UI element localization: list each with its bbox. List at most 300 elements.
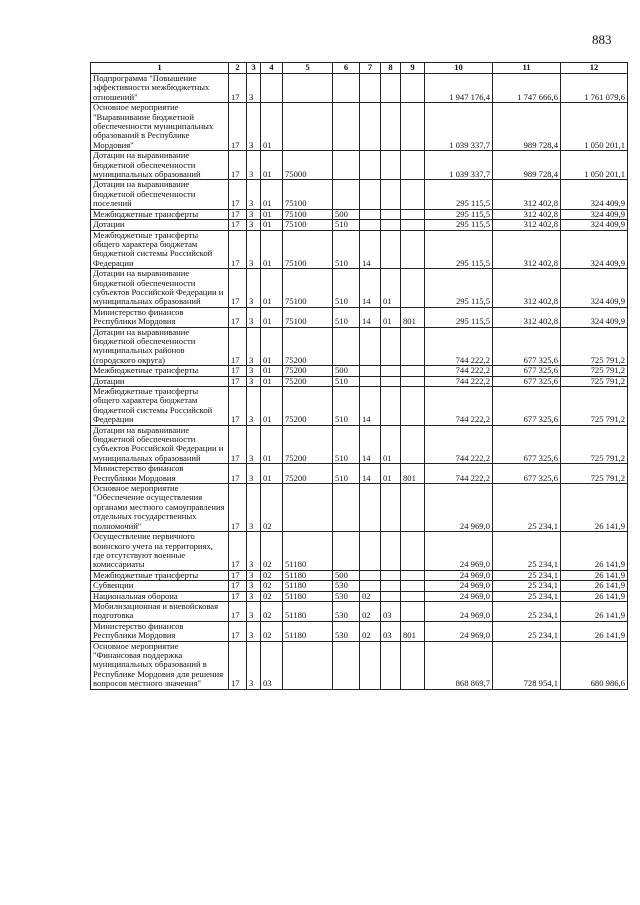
code-4-cell: 01 — [261, 103, 283, 151]
code-5-cell: 75000 — [283, 151, 333, 180]
value-2021-cell: 725 791,2 — [561, 327, 628, 366]
code-9-cell — [401, 641, 425, 689]
code-9-cell — [401, 327, 425, 366]
code-8-cell — [381, 376, 401, 386]
code-6-cell — [333, 532, 360, 571]
value-2020-cell: 312 402,8 — [493, 307, 561, 327]
code-9-cell: 801 — [401, 621, 425, 641]
code-7-cell: 14 — [360, 230, 381, 269]
code-5-cell: 75100 — [283, 209, 333, 219]
table-row — [91, 307, 628, 327]
column-header-8: 8 — [381, 63, 401, 74]
code-7-cell: 02 — [360, 621, 381, 641]
value-2019-cell: 868 869,7 — [425, 641, 493, 689]
code-8-cell — [381, 366, 401, 376]
value-2021-cell: 725 791,2 — [561, 464, 628, 484]
code-3-cell: 3 — [247, 532, 261, 571]
code-3-cell: 3 — [247, 103, 261, 151]
table-row — [91, 269, 628, 308]
code-2-cell: 17 — [229, 641, 247, 689]
code-9-cell — [401, 366, 425, 376]
code-3-cell: 3 — [247, 464, 261, 484]
value-2020-cell: 677 325,6 — [493, 387, 561, 426]
row-name-cell: Межбюджетные трансферты — [91, 209, 229, 219]
value-2019-cell: 24 969,0 — [425, 484, 493, 532]
code-7-cell — [360, 103, 381, 151]
code-2-cell: 17 — [229, 230, 247, 269]
code-4-cell: 01 — [261, 464, 283, 484]
value-2020-cell: 25 234,1 — [493, 581, 561, 591]
value-2021-cell: 680 986,6 — [561, 641, 628, 689]
row-name-cell: Субвенции — [91, 581, 229, 591]
code-9-cell: 801 — [401, 307, 425, 327]
table-row — [91, 230, 628, 269]
code-3-cell: 3 — [247, 209, 261, 219]
code-5-cell: 75200 — [283, 376, 333, 386]
code-5-cell: 75100 — [283, 307, 333, 327]
code-9-cell — [401, 532, 425, 571]
value-2019-cell: 295 115,5 — [425, 269, 493, 308]
code-4-cell: 01 — [261, 269, 283, 308]
code-3-cell: 3 — [247, 230, 261, 269]
code-3-cell: 3 — [247, 366, 261, 376]
code-8-cell — [381, 220, 401, 230]
code-6-cell — [333, 484, 360, 532]
budget-table — [90, 62, 628, 690]
code-3-cell: 3 — [247, 581, 261, 591]
value-2019-cell: 1 039 337,7 — [425, 151, 493, 180]
code-6-cell — [333, 74, 360, 103]
value-2019-cell: 1 039 337,7 — [425, 103, 493, 151]
code-7-cell: 14 — [360, 307, 381, 327]
table-body — [91, 74, 628, 690]
value-2020-cell: 728 954,1 — [493, 641, 561, 689]
code-5-cell: 51180 — [283, 601, 333, 621]
code-2-cell: 17 — [229, 180, 247, 209]
code-4-cell: 02 — [261, 532, 283, 571]
row-name-cell: Дотации на выравнивание бюджетной обеспеченности субъектов Российской Федерации и муниципальных образований — [91, 269, 229, 308]
row-name-cell: Межбюджетные трансферты общего характера бюджетам бюджетной системы Российской Федерации — [91, 387, 229, 426]
code-9-cell — [401, 425, 425, 464]
row-name-cell: Министерство финансов Республики Мордовия — [91, 621, 229, 641]
column-header-3: 3 — [247, 63, 261, 74]
code-6-cell: 510 — [333, 464, 360, 484]
value-2020-cell: 677 325,6 — [493, 464, 561, 484]
code-2-cell: 17 — [229, 387, 247, 426]
value-2020-cell: 25 234,1 — [493, 591, 561, 601]
column-header-4: 4 — [261, 63, 283, 74]
value-2019-cell: 744 222,2 — [425, 464, 493, 484]
code-6-cell — [333, 641, 360, 689]
code-7-cell — [360, 74, 381, 103]
code-3-cell: 3 — [247, 387, 261, 426]
code-3-cell: 3 — [247, 327, 261, 366]
code-7-cell — [360, 641, 381, 689]
code-6-cell: 500 — [333, 570, 360, 580]
value-2021-cell: 26 141,9 — [561, 532, 628, 571]
table-row — [91, 621, 628, 641]
value-2019-cell: 1 947 176,4 — [425, 74, 493, 103]
code-4-cell: 01 — [261, 180, 283, 209]
code-4-cell — [261, 74, 283, 103]
code-6-cell: 530 — [333, 601, 360, 621]
code-6-cell: 510 — [333, 387, 360, 426]
code-4-cell: 01 — [261, 327, 283, 366]
code-6-cell: 510 — [333, 230, 360, 269]
code-9-cell — [401, 376, 425, 386]
row-name-cell: Основное мероприятие "Выравнивание бюджетной обеспеченности муниципальных образований в Республике Мордовия" — [91, 103, 229, 151]
code-6-cell: 510 — [333, 307, 360, 327]
code-5-cell: 51180 — [283, 532, 333, 571]
code-9-cell — [401, 180, 425, 209]
column-header-12: 12 — [561, 63, 628, 74]
code-5-cell: 75100 — [283, 220, 333, 230]
code-7-cell — [360, 484, 381, 532]
value-2020-cell: 989 728,4 — [493, 103, 561, 151]
code-3-cell: 3 — [247, 641, 261, 689]
table-row — [91, 581, 628, 591]
value-2020-cell: 25 234,1 — [493, 621, 561, 641]
code-8-cell — [381, 641, 401, 689]
code-6-cell: 530 — [333, 591, 360, 601]
code-5-cell: 75100 — [283, 230, 333, 269]
row-name-cell: Дотации на выравнивание бюджетной обеспеченности поселений — [91, 180, 229, 209]
value-2019-cell: 295 115,5 — [425, 220, 493, 230]
value-2020-cell: 989 728,4 — [493, 151, 561, 180]
code-3-cell: 3 — [247, 269, 261, 308]
code-8-cell — [381, 532, 401, 571]
code-7-cell: 14 — [360, 387, 381, 426]
value-2020-cell: 25 234,1 — [493, 570, 561, 580]
code-5-cell: 51180 — [283, 591, 333, 601]
page-number: 883 — [592, 32, 612, 47]
code-9-cell — [401, 151, 425, 180]
code-5-cell — [283, 641, 333, 689]
code-5-cell: 75200 — [283, 366, 333, 376]
table-row — [91, 366, 628, 376]
code-7-cell — [360, 327, 381, 366]
value-2019-cell: 295 115,5 — [425, 307, 493, 327]
value-2021-cell: 26 141,9 — [561, 484, 628, 532]
code-7-cell: 14 — [360, 464, 381, 484]
value-2021-cell: 1 761 079,6 — [561, 74, 628, 103]
value-2021-cell: 324 409,9 — [561, 220, 628, 230]
code-7-cell — [360, 532, 381, 571]
row-name-cell: Основное мероприятие "Обеспечение осуществления органами местного самоуправления отдельных государственных полномочий" — [91, 484, 229, 532]
table-row — [91, 103, 628, 151]
code-2-cell: 17 — [229, 570, 247, 580]
value-2021-cell: 324 409,9 — [561, 209, 628, 219]
column-header-11: 11 — [493, 63, 561, 74]
table-row — [91, 151, 628, 180]
code-3-cell: 3 — [247, 307, 261, 327]
code-2-cell: 17 — [229, 464, 247, 484]
code-2-cell: 17 — [229, 327, 247, 366]
value-2021-cell: 725 791,2 — [561, 425, 628, 464]
row-name-cell: Национальная оборона — [91, 591, 229, 601]
code-7-cell — [360, 366, 381, 376]
code-9-cell — [401, 591, 425, 601]
code-2-cell: 17 — [229, 376, 247, 386]
code-8-cell — [381, 327, 401, 366]
code-4-cell: 01 — [261, 387, 283, 426]
code-8-cell: 01 — [381, 464, 401, 484]
code-9-cell — [401, 581, 425, 591]
value-2019-cell: 744 222,2 — [425, 376, 493, 386]
value-2020-cell: 25 234,1 — [493, 532, 561, 571]
code-6-cell: 530 — [333, 621, 360, 641]
value-2019-cell: 295 115,5 — [425, 209, 493, 219]
value-2021-cell: 324 409,9 — [561, 230, 628, 269]
row-name-cell: Министерство финансов Республики Мордовия — [91, 307, 229, 327]
value-2020-cell: 1 747 666,6 — [493, 74, 561, 103]
value-2019-cell: 24 969,0 — [425, 591, 493, 601]
code-6-cell: 510 — [333, 425, 360, 464]
row-name-cell: Мобилизационная и вневойсковая подготовка — [91, 601, 229, 621]
code-5-cell: 75200 — [283, 425, 333, 464]
code-7-cell: 14 — [360, 269, 381, 308]
code-8-cell — [381, 387, 401, 426]
code-2-cell: 17 — [229, 209, 247, 219]
value-2021-cell: 26 141,9 — [561, 621, 628, 641]
code-9-cell: 801 — [401, 464, 425, 484]
value-2019-cell: 744 222,2 — [425, 387, 493, 426]
value-2021-cell: 26 141,9 — [561, 581, 628, 591]
code-4-cell: 02 — [261, 570, 283, 580]
value-2020-cell: 677 325,6 — [493, 376, 561, 386]
column-header-10: 10 — [425, 63, 493, 74]
code-2-cell: 17 — [229, 151, 247, 180]
value-2020-cell: 312 402,8 — [493, 220, 561, 230]
code-3-cell: 3 — [247, 570, 261, 580]
code-2-cell: 17 — [229, 484, 247, 532]
code-3-cell: 3 — [247, 74, 261, 103]
row-name-cell: Основное мероприятие "Финансовая поддержка муниципальных образований в Республике Мордовия для решения вопросов местного значения" — [91, 641, 229, 689]
code-2-cell: 17 — [229, 74, 247, 103]
value-2019-cell: 24 969,0 — [425, 601, 493, 621]
value-2020-cell: 25 234,1 — [493, 484, 561, 532]
header-row — [91, 63, 628, 74]
code-4-cell: 01 — [261, 230, 283, 269]
value-2021-cell: 26 141,9 — [561, 591, 628, 601]
value-2021-cell: 1 050 201,1 — [561, 151, 628, 180]
code-9-cell — [401, 269, 425, 308]
value-2020-cell: 312 402,8 — [493, 230, 561, 269]
code-4-cell: 01 — [261, 366, 283, 376]
row-name-cell: Министерство финансов Республики Мордовия — [91, 464, 229, 484]
table-row — [91, 180, 628, 209]
value-2019-cell: 295 115,5 — [425, 230, 493, 269]
code-9-cell — [401, 209, 425, 219]
value-2021-cell: 1 050 201,1 — [561, 103, 628, 151]
code-2-cell: 17 — [229, 103, 247, 151]
code-9-cell — [401, 570, 425, 580]
code-8-cell — [381, 103, 401, 151]
code-7-cell — [360, 376, 381, 386]
code-9-cell — [401, 484, 425, 532]
row-name-cell: Дотации на выравнивание бюджетной обеспеченности муниципальных районов (городского округа) — [91, 327, 229, 366]
code-5-cell — [283, 103, 333, 151]
code-2-cell: 17 — [229, 366, 247, 376]
code-4-cell: 02 — [261, 484, 283, 532]
code-8-cell — [381, 484, 401, 532]
code-3-cell: 3 — [247, 484, 261, 532]
code-3-cell: 3 — [247, 180, 261, 209]
code-7-cell — [360, 209, 381, 219]
value-2019-cell: 24 969,0 — [425, 621, 493, 641]
code-8-cell: 01 — [381, 269, 401, 308]
table-row — [91, 387, 628, 426]
value-2021-cell: 324 409,9 — [561, 307, 628, 327]
table-row — [91, 532, 628, 571]
code-6-cell: 510 — [333, 269, 360, 308]
code-4-cell: 02 — [261, 621, 283, 641]
table-row — [91, 641, 628, 689]
value-2021-cell: 26 141,9 — [561, 601, 628, 621]
code-8-cell: 01 — [381, 307, 401, 327]
value-2019-cell: 24 969,0 — [425, 570, 493, 580]
code-4-cell: 02 — [261, 581, 283, 591]
value-2019-cell: 295 115,5 — [425, 180, 493, 209]
code-3-cell: 3 — [247, 151, 261, 180]
code-8-cell — [381, 581, 401, 591]
code-2-cell: 17 — [229, 581, 247, 591]
code-4-cell: 03 — [261, 641, 283, 689]
code-8-cell — [381, 74, 401, 103]
value-2021-cell: 324 409,9 — [561, 269, 628, 308]
code-8-cell — [381, 570, 401, 580]
value-2020-cell: 677 325,6 — [493, 425, 561, 464]
table-row — [91, 484, 628, 532]
value-2019-cell: 24 969,0 — [425, 532, 493, 571]
code-5-cell: 51180 — [283, 621, 333, 641]
code-4-cell: 01 — [261, 307, 283, 327]
row-name-cell: Межбюджетные трансферты общего характера бюджетам бюджетной системы Российской Федерации — [91, 230, 229, 269]
code-9-cell — [401, 220, 425, 230]
code-9-cell — [401, 74, 425, 103]
row-name-cell: Дотации — [91, 376, 229, 386]
code-8-cell — [381, 151, 401, 180]
value-2021-cell: 26 141,9 — [561, 570, 628, 580]
code-8-cell — [381, 230, 401, 269]
column-header-7: 7 — [360, 63, 381, 74]
column-header-9: 9 — [401, 63, 425, 74]
value-2019-cell: 24 969,0 — [425, 581, 493, 591]
code-6-cell: 500 — [333, 209, 360, 219]
row-name-cell: Дотации — [91, 220, 229, 230]
table-row — [91, 327, 628, 366]
value-2020-cell: 312 402,8 — [493, 180, 561, 209]
table-row — [91, 425, 628, 464]
value-2020-cell: 312 402,8 — [493, 209, 561, 219]
code-7-cell — [360, 581, 381, 591]
code-6-cell: 500 — [333, 366, 360, 376]
value-2019-cell: 744 222,2 — [425, 425, 493, 464]
code-7-cell: 14 — [360, 425, 381, 464]
code-4-cell: 01 — [261, 425, 283, 464]
code-3-cell: 3 — [247, 601, 261, 621]
code-4-cell: 01 — [261, 220, 283, 230]
code-7-cell: 02 — [360, 591, 381, 601]
code-5-cell — [283, 74, 333, 103]
code-2-cell: 17 — [229, 591, 247, 601]
code-7-cell — [360, 570, 381, 580]
column-header-5: 5 — [283, 63, 333, 74]
code-4-cell: 01 — [261, 209, 283, 219]
code-6-cell: 530 — [333, 581, 360, 591]
row-name-cell: Межбюджетные трансферты — [91, 570, 229, 580]
code-7-cell — [360, 220, 381, 230]
code-8-cell: 03 — [381, 601, 401, 621]
code-3-cell: 3 — [247, 621, 261, 641]
code-8-cell — [381, 180, 401, 209]
code-4-cell: 02 — [261, 601, 283, 621]
code-8-cell — [381, 591, 401, 601]
value-2020-cell: 677 325,6 — [493, 366, 561, 376]
column-header-6: 6 — [333, 63, 360, 74]
table-row — [91, 376, 628, 386]
code-3-cell: 3 — [247, 425, 261, 464]
code-8-cell — [381, 209, 401, 219]
table-row — [91, 591, 628, 601]
code-4-cell: 01 — [261, 376, 283, 386]
code-2-cell: 17 — [229, 425, 247, 464]
value-2019-cell: 744 222,2 — [425, 366, 493, 376]
column-header-2: 2 — [229, 63, 247, 74]
table-row — [91, 570, 628, 580]
code-8-cell: 03 — [381, 621, 401, 641]
value-2021-cell: 725 791,2 — [561, 376, 628, 386]
row-name-cell: Осуществление первичного воинского учета на территориях, где отсутствуют военные комиссариаты — [91, 532, 229, 571]
code-2-cell: 17 — [229, 532, 247, 571]
code-6-cell — [333, 327, 360, 366]
code-3-cell: 3 — [247, 591, 261, 601]
code-3-cell: 3 — [247, 376, 261, 386]
code-5-cell: 75200 — [283, 387, 333, 426]
code-2-cell: 17 — [229, 601, 247, 621]
code-9-cell — [401, 103, 425, 151]
code-5-cell: 75200 — [283, 464, 333, 484]
table-row — [91, 209, 628, 219]
code-6-cell — [333, 151, 360, 180]
value-2020-cell: 25 234,1 — [493, 601, 561, 621]
table-row — [91, 220, 628, 230]
code-6-cell — [333, 180, 360, 209]
code-5-cell: 75200 — [283, 327, 333, 366]
value-2019-cell: 744 222,2 — [425, 327, 493, 366]
value-2021-cell: 324 409,9 — [561, 180, 628, 209]
code-6-cell: 510 — [333, 376, 360, 386]
value-2021-cell: 725 791,2 — [561, 366, 628, 376]
row-name-cell: Межбюджетные трансферты — [91, 366, 229, 376]
code-9-cell — [401, 601, 425, 621]
value-2021-cell: 725 791,2 — [561, 387, 628, 426]
code-2-cell: 17 — [229, 269, 247, 308]
table-row — [91, 464, 628, 484]
table-row — [91, 74, 628, 103]
code-5-cell: 75100 — [283, 180, 333, 209]
row-name-cell: Дотации на выравнивание бюджетной обеспеченности субъектов Российской Федерации и муниципальных образований — [91, 425, 229, 464]
value-2020-cell: 312 402,8 — [493, 269, 561, 308]
code-9-cell — [401, 230, 425, 269]
code-7-cell — [360, 151, 381, 180]
code-7-cell: 02 — [360, 601, 381, 621]
code-4-cell: 01 — [261, 151, 283, 180]
value-2020-cell: 677 325,6 — [493, 327, 561, 366]
code-7-cell — [360, 180, 381, 209]
code-9-cell — [401, 387, 425, 426]
code-8-cell: 01 — [381, 425, 401, 464]
